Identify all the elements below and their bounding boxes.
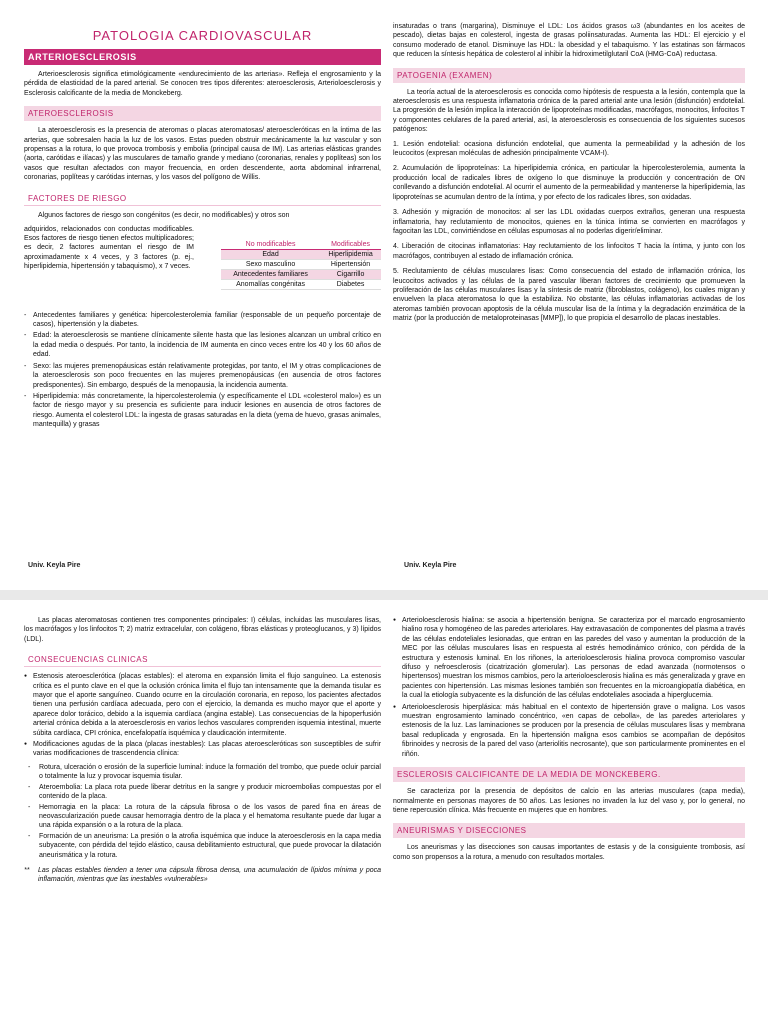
table-cell: Hiperlipidemia — [320, 249, 381, 259]
page2-right-column — [393, 616, 745, 867]
risk-factors-table — [221, 240, 381, 290]
page2-left-column — [24, 616, 381, 885]
list-item: - Ateroembolia: La placa rota puede liberar detritus en la sangre y producir microembolias compuestas por el contenido de la placa. — [28, 783, 381, 802]
list-item: - Antecedentes familiares y genética: hipercolesterolemia familiar (responsable de un pequeño porcentaje de casos), hipertensión y la diabetes. — [24, 311, 381, 330]
risk-factors-paragraph: adquiridos, relacionados con conductas modificables. Esos factores de riesgo tienen efectos multiplicadores; es decir, 2 factores aumentan el riesgo de IM aproximadamente x 4 veces, y 3 factores (p. ej., hiperlipidemia, hipertensión y tabaquismo), x 7 veces. — [24, 225, 194, 271]
monckeberg-paragraph: Se caracteriza por la presencia de depósitos de calcio en las arterias musculares (capa media), normalmente en personas mayores de 50 años. Las lesiones no invaden la luz del vaso y, por lo general, no tiene repercusión clínica. Más frecuente en mujeres que en hombres. — [393, 788, 745, 814]
table-cell: Antecedentes familiares — [221, 269, 320, 279]
list-item: 5. Reclutamiento de células musculares lisas: Como consecuencia del estado de inflamación crónica, los leucocitos activados y las células de la pared vascular liberan factores de crecimiento que promueven la proliferación de las células musculares lisas y la síntesis de matriz (fibroblastos, colágeno), los cuales migran y envuelven la placa ateromatosa lo que la estabiliza. No obstante, las células inflamatorias activadas de los ateromas también provocan apoptosis de la célula muscular lisa de la íntima y la degradación enzimática de la matriz (por la producción de metaloproteinasas [MMP]), lo que propicia el desarrollo de placas inestables. — [393, 268, 745, 323]
table-header-non-modifiable: No modificables — [221, 240, 320, 250]
risk-factors-list — [24, 311, 381, 430]
arteriolosclerosis-list — [393, 616, 745, 759]
pathogenesis-intro: La teoría actual de la ateroesclerosis es conocida como hipótesis de respuesta a la lesión, contempla que la ateroesclerosis es una respuesta inflamatoria crónica de la pared arterial ante una lesión (disfunción) endotelial. La progresión de la lesión implica la interacción de lipoproteínas modificadas, macrófagos, monocitos, linfocitos T y componentes celulares de la pared arterial, así, la ateroesclerosis es consecuencia de los siguientes sucesos patógenos: — [393, 88, 745, 134]
list-item: - Edad: la ateroesclerosis se mantiene clínicamente silente hasta que las lesiones alcanzan un umbral crítico en la edad media o después. Por tanto, la incidencia de IM aumenta en cinco veces entre los 40 y los 60 años de edad. — [24, 331, 381, 359]
table-cell: Diabetes — [320, 279, 381, 289]
arteriosclerosis-header: ARTERIOESCLEROSIS — [24, 49, 381, 65]
table-header-modifiable: Modificables — [320, 240, 381, 250]
table-cell: Hipertensión — [320, 259, 381, 269]
table-row — [221, 259, 381, 269]
lipid-continuation-paragraph: insaturadas o trans (margarina), Disminuye el LDL: Los ácidos grasos ω3 (abundantes en los aceites de pescado), dietas bajas en colesterol, ingesta de grasas poliinsaturadas. Aumenta las HDL: El ejercicio y el consumo moderado de etanol. Disminuye las HDL: la obesidad y el tabaquismo. Y las estatinas son fármacos que reducen la síntesis hepática de colesterol al inhibir la hidroximetilglutaril CoA (HMG-CoA) reductasa. — [393, 23, 745, 59]
monckeberg-header: ESCLEROSIS CALCIFICANTE DE LA MEDIA DE MONCKEBERG. — [393, 767, 745, 782]
document-page-2 — [0, 600, 768, 1024]
list-item: ● Estenosis ateroesclerótica (placas estables): el ateroma en expansión limita el flujo sanguíneo. La estenosis crítica es el punto clave en el que la oclusión crónica limita el flujo tan intensamente que la demanda tisular es mayor que el aporte sanguíneo. Cuando ocurre en la circulación coronaria, en reposo, los pacientes afectados tienen una perfusión cardíaca adecuada, pero con el ejercicio, la demanda es mucho mayor que el aporte y aparece dolor torácico, debido a la isquemia cardíaca (angina estable). Las consecuencias de la hipoperfusión arterial crónica debida a la ateroesclerosis en varios lechos vasculares comprenden isquemia intestinal, muerte súbita cardíaca, CPI crónica, encefalopatía isquémica y claudicación intermitente. — [24, 672, 381, 738]
risk-factors-intro: Algunos factores de riesgo son congénitos (es decir, no modificables) y otros son — [38, 211, 290, 219]
arteriosclerosis-paragraph: Arterioesclerosis significa etimológicamente «endurecimiento de las arterias». Refleja el engrosamiento y la pérdida de elasticidad de la pared arterial. Se conocen tres tipos diferentes: ateroesclerosis, Arterioloesclerosis y Esclerosis calcificante de la media de Monckeberg. — [24, 71, 381, 97]
page1-left-column — [24, 22, 381, 434]
page-footer-right: Univ. Keyla Pire — [404, 562, 457, 569]
list-item: ● Arterioloesclerosis hialina: se asocia a hipertensión benigna. Se caracteriza por el marcado engrosamiento hialino rosa y homogéneo de las paredes arteriolares. Hay extravasación de componentes del plasma a través de las células endoteliales lesionadas, que entran en las paredes del vaso y aumentan la producción de la MEC por las células musculares lisas en respuesta al estrés hemodinámico crónico, con pérdida de la estructura y estenosis luminal. En los riñones, la arterioloesclerosis hialina provoca compromiso vascular difuso y nefroesclerosis (cicatrización glomerular). Las personas de edad avanzada (normotensos o hipertensos) muestran los mismos cambios, pero la arterioloesclerosis hialina es más generalizada y grave en pacientes con hipertensión. Las mismas lesiones también son frecuentes en la microangiopatía diabética, en la cual la etiología subyacente es la disfunción de las células endoteliales asociada a hiperglucemia. — [393, 616, 745, 701]
stable-plaque-note — [24, 866, 381, 885]
pathogenesis-header: PATOGENIA (EXAMEN) — [393, 68, 745, 83]
note-text: Las placas estables tienden a tener una cápsula fibrosa densa, una acumulación de lípidos mínima y poca inflamación, mientras que las inestables «vulnerables» — [38, 866, 381, 884]
risk-factors-block — [24, 211, 381, 307]
table-cell: Sexo masculino — [221, 259, 320, 269]
note-marker: ** — [24, 866, 30, 874]
list-item: - Formación de un aneurisma: La presión o la atrofia isquémica que induce la ateroesclerosis en la capa media subyacente, con pérdida del tejido elástico, causa debilitamiento estructural, que puede provocar la dilatación aneurismática y la rotura. — [28, 832, 381, 860]
list-item: 4. Liberación de citocinas inflamatorias: Hay reclutamiento de los linfocitos T hacia la íntima, y junto con los macrófagos, contribuyen al estado de inflamación crónica. — [393, 243, 745, 260]
table-row — [221, 249, 381, 259]
document-title: PATOLOGIA CARDIOVASCULAR — [92, 28, 313, 43]
table-cell: Cigarrillo — [320, 269, 381, 279]
list-item: 3. Adhesión y migración de monocitos: al ser las LDL oxidadas cuerpos extraños, generan una respuesta inflamatoria, hay reclutamiento de monocitos, quienes en la túnica íntima se convierten en macrófagos y fagocitan las LDL, convirtiéndose en células espumosas al no poderlas digerir/eliminar. — [393, 209, 745, 235]
plaque-components-paragraph: Las placas ateromatosas contienen tres componentes principales: I) células, incluidas las musculares lisas, los macrófagos y los linfocitos T; 2) matriz extracelular, con colágeno, fibras elásticas y proteoglucanos, y 3) lípidos (LDL). — [24, 617, 381, 643]
clinical-consequences-header: CONSECUENCIAS CLINICAS — [24, 652, 381, 667]
list-item: - Hemorragia en la placa: La rotura de la cápsula fibrosa o de los vasos de pared fina en áreas de neovascularización puede causar hemorragia dentro de la placa y el hematoma resultante puede dar lugar a una rápida expansión o a la rotura de la placa. — [28, 803, 381, 831]
page1-right-column — [393, 22, 745, 330]
atherosclerosis-paragraph: La ateroesclerosis es la presencia de ateromas o placas ateromatosas/ ateroescleróticas en la íntima de las arterias, que sobresalen hacia la luz de los vasos. Estas pueden obstruir mecánicamente la luz vascular y son propensas a la rotura, lo que provoca trombosis y embolia (principal causa de IM). Las arterias elásticas grandes (aorta, carótidas e ilíacas) y las musculares de tamaño grande y mediano (coronarias, renales y poplíteas) son los vasos que resultan afectados con mayor frecuencia, en orden descendente, aorta abdominal infrarrenal, coronarias, poplíteas y carótidas internas, y los vasos del polígono de Willis. — [24, 127, 381, 182]
table-cell: Edad — [221, 249, 320, 259]
table-row — [221, 279, 381, 289]
aneurysms-header: ANEURISMAS Y DISECCIONES — [393, 823, 745, 838]
acute-modifications-list — [24, 763, 381, 860]
list-item: - Sexo: las mujeres premenopáusicas están relativamente protegidas, por tanto, el IM y otras complicaciones de la ateroesclerosis son poco frecuentes en las mujeres premenopáusicas (en ausencia de otros factores predisponentes). Sin embargo, después de la menopausia, la incidencia aumenta. — [24, 362, 381, 390]
list-item: ● Modificaciones agudas de la placa (placas inestables): Las placas ateroescleróticas son susceptibles de sufrir varias modificaciones de trascendencia clínica: — [24, 740, 381, 759]
list-item: ● Arterioloesclerosis hiperplásica: más habitual en el contexto de hipertensión grave o maligna. Los vasos muestran engrosamiento laminado concéntrico, «en capas de cebolla», de las paredes arteriolares y estenosis de la luz. Las laminaciones se producen por la presencia de células musculares lisas y membrana basal reduplicada y engrosada. En la hipertensión maligna esos cambios se acompañan de depósitos fibrinoides y necrosis de la pared del vaso (arteriolitis necrosante), que son particularmente prominentes en el riñón. — [393, 703, 745, 759]
table-row — [221, 269, 381, 279]
list-item: 2. Acumulación de lipoproteínas: La hiperlipidemia crónica, en particular la hipercolesterolemia, aumenta la producción local de radicales libres de oxígeno lo que disminuye la producción y concentración de ON conllevando a disfunción endotelial. Al ocurrir el aumento de la permeabilidad y mantenerse la hiperlipidemia, las lipoproteínas se acumulan dentro de la íntima, y por efecto de los radicales libres, son oxidadas. — [393, 165, 745, 201]
risk-factors-header: FACTORES DE RIESGO — [24, 191, 381, 206]
table-cell: Anomalías congénitas — [221, 279, 320, 289]
atherosclerosis-header: ATEROESCLEROSIS — [24, 106, 381, 121]
clinical-consequences-list — [24, 672, 381, 759]
page-footer-left: Univ. Keyla Pire — [28, 562, 81, 569]
list-item: - Rotura, ulceración o erosión de la superficie luminal: induce la formación del trombo, que puede ocluir parcial o totalmente la luz y provocar isquemia tisular. — [28, 763, 381, 782]
aneurysms-paragraph: Los aneurismas y las disecciones son causas importantes de estasis y de la consiguiente trombosis, así como son propensos a la rotura, a menudo con resultados mortales. — [393, 844, 745, 861]
list-item: 1. Lesión endotelial: ocasiona disfunción endotelial, que aumenta la permeabilidad y la adhesión de los leucocitos (expresan moléculas de adhesión principalmente VCAM-I). — [393, 140, 745, 158]
pathogenesis-steps — [393, 140, 745, 324]
list-item: - Hiperlipidemia: más concretamente, la hipercolesterolemia (y específicamente el LDL «colesterol malo») es un factor de riesgo mayor y su presencia es suficiente para inducir lesiones en ausencia de otros factores de riesgo. Aumenta el colesterol LDL: la ingesta de grasas saturadas en la dieta (yema de huevo, grasas animales, mantequilla) y grasas — [24, 392, 381, 430]
